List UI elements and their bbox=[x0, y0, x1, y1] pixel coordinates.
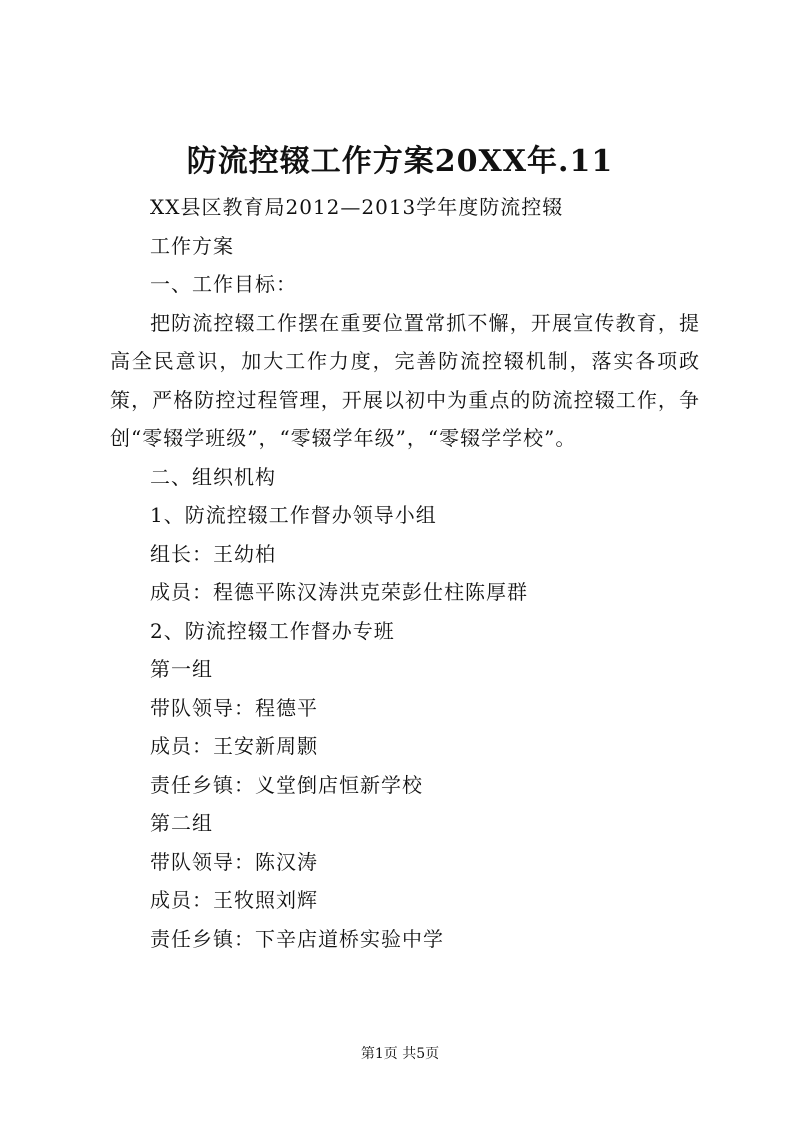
subsection-leadership-group: 1、防流控辍工作督办领导小组 bbox=[150, 503, 437, 527]
document-body bbox=[110, 188, 700, 958]
paragraph-heading-line2: 工作方案 bbox=[150, 233, 234, 258]
leadership-leader: 组长：王幼柏 bbox=[150, 541, 276, 566]
document-title: 防流控辍工作方案20XX年.11 bbox=[186, 144, 614, 179]
section-heading-organization: 二、组织机构 bbox=[150, 464, 276, 489]
group-one-members: 成员：王安新周颢 bbox=[150, 734, 318, 758]
group-one-area: 责任乡镇：义堂倒店恒新学校 bbox=[150, 772, 423, 797]
subsection-task-force: 2、防流控辍工作督办专班 bbox=[150, 618, 395, 643]
section-heading-goals: 一、工作目标： bbox=[150, 272, 297, 296]
group-one-heading: 第一组 bbox=[150, 657, 213, 681]
page-footer: 第1页 共5页 bbox=[360, 1046, 440, 1062]
leadership-members: 成员：程德平陈汉涛洪克荣彭仕柱陈厚群 bbox=[150, 580, 528, 604]
group-two-members: 成员：王牧照刘辉 bbox=[150, 888, 318, 912]
group-two-heading: 第二组 bbox=[150, 811, 213, 835]
group-two-leader: 带队领导：陈汉涛 bbox=[150, 849, 318, 874]
paragraph-heading-line1: XX县区教育局2012—2013学年度防流控辍 bbox=[150, 195, 564, 219]
group-two-area: 责任乡镇：下辛店道桥实验中学 bbox=[150, 926, 444, 951]
paragraph-goals: 把防流控辍工作摆在重要位置常抓不懈，开展宣传教育，提高全民意识，加大工作力度，完善防流控辍机制，落实各项政策，严格防控过程管理，开展以初中为重点的防流控辍工作，争创“零辍学班级”，“零辍学年级”，“零辍学学校”。 bbox=[110, 310, 700, 450]
group-one-leader: 带队领导：程德平 bbox=[150, 695, 318, 720]
